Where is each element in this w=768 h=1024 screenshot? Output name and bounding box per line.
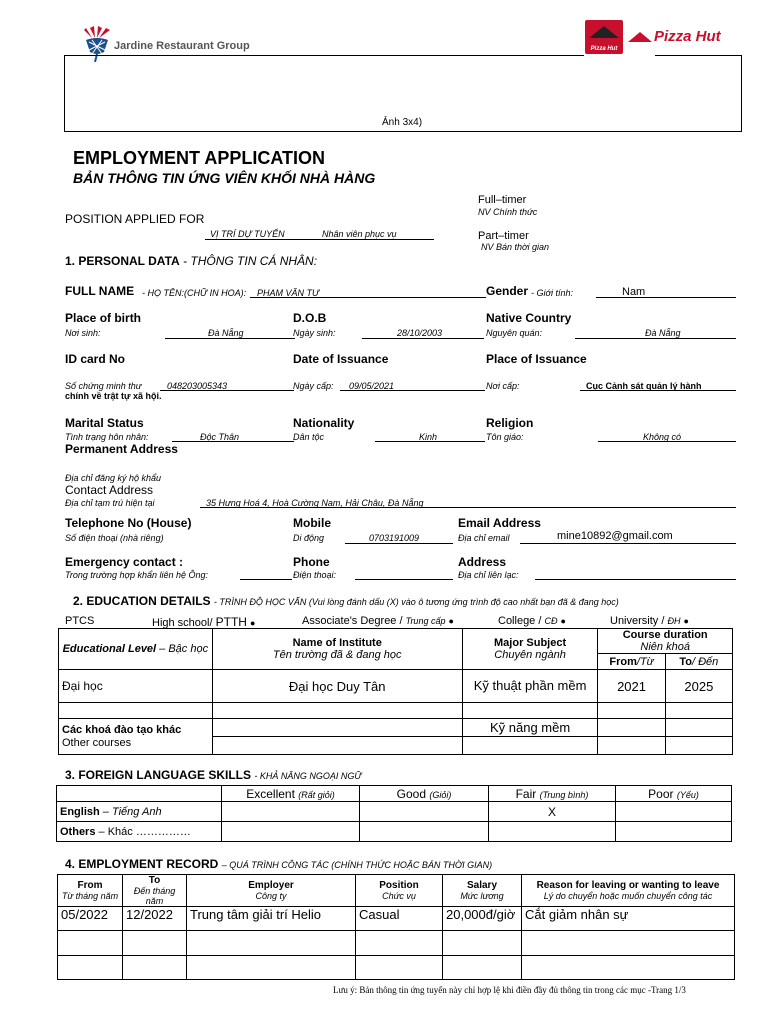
- id-label: ID card No: [65, 352, 126, 366]
- table-row: [59, 703, 733, 719]
- marital-label: Marital Status: [65, 416, 144, 430]
- gender-label: Gender: [486, 284, 529, 298]
- edu-header-from-vi: /Từ: [636, 655, 654, 668]
- religion-line: [598, 441, 736, 442]
- edu-row-major[interactable]: Kỹ thuật phần mềm: [462, 670, 598, 703]
- emp-header-to: [123, 875, 187, 907]
- poi-line: [580, 390, 736, 391]
- edu-header-duration: [598, 629, 733, 654]
- emp-row-employer[interactable]: Trung tâm giải trí Helio: [187, 907, 356, 931]
- edu-cell[interactable]: [212, 719, 462, 737]
- svg-text:Pizza Hut: Pizza Hut: [590, 46, 618, 52]
- dob-line: [362, 338, 484, 339]
- edu-header-to-vi: / Đến: [692, 655, 719, 668]
- section2-title-en: 2. EDUCATION DETAILS: [73, 594, 211, 608]
- doi-value[interactable]: 09/05/2021: [349, 381, 395, 391]
- poi-value[interactable]: Cục Cảnh sát quản lý hành: [586, 381, 702, 391]
- perm-address-vi: Địa chỉ đăng ký hộ khẩu: [65, 473, 162, 483]
- lang-header-fair-en: Fair: [515, 786, 537, 801]
- section3-title-en: 3. FOREIGN LANGUAGE SKILLS: [65, 768, 252, 782]
- lang-english-fair[interactable]: X: [489, 802, 616, 822]
- email-label: Email Address: [458, 516, 541, 530]
- dob-label-vi: Ngày sinh:: [293, 328, 336, 338]
- edu-other-label-en: Other courses: [62, 736, 132, 749]
- emp-row-position[interactable]: Casual: [356, 907, 443, 931]
- table-row: [57, 802, 732, 822]
- emp-header-reason-en: Reason for leaving or wanting to leave: [536, 880, 720, 891]
- lang-english-label-vi: – Tiếng Anh: [102, 805, 162, 818]
- emp-header-salary-vi: Mức lương: [460, 891, 504, 901]
- lang-header-blank: [57, 786, 222, 802]
- lang-header-poor-en: Poor: [648, 786, 674, 801]
- table-row: [57, 786, 732, 802]
- section1-title: [65, 254, 317, 268]
- edu-header-duration-vi: Niên khoá: [640, 641, 690, 653]
- lang-header-excellent-en: Excellent: [246, 786, 295, 801]
- email-value[interactable]: mine10892@gmail.com: [557, 530, 673, 542]
- edu-header-major: [462, 629, 598, 670]
- footer-note: Lưu ý: Bản thông tin ứng tuyển này chỉ hợp lệ khi điền đầy đủ thông tin trong các mục -Trang 1/3: [333, 985, 686, 995]
- edu-row-from[interactable]: 2021: [598, 670, 665, 703]
- section3-title: [65, 768, 362, 782]
- lang-english-poor[interactable]: [616, 802, 732, 822]
- edu-header-major-vi: Chuyên ngành: [494, 649, 566, 661]
- page-title: EMPLOYMENT APPLICATION: [73, 148, 325, 168]
- section2-title-vi: - TRÌNH ĐỘ HỌC VẤN (Vui lòng đánh dấu (X) vào ô tương ứng trình độ cao nhất bạn đã & đang học): [213, 597, 619, 607]
- nationality-value[interactable]: Kinh: [419, 432, 438, 442]
- poi-label: Place of Issuance: [486, 352, 587, 366]
- emp-row-from[interactable]: 05/2022: [58, 907, 123, 931]
- mobile-label-vi: Di động: [293, 533, 325, 543]
- edu-other-label: [59, 719, 213, 755]
- education-table: [58, 628, 733, 755]
- fulltime-vi: NV Chính thức: [478, 207, 538, 217]
- emp-header-reason-vi: Lý do chuyển hoặc muốn chuyển công tác: [543, 891, 713, 901]
- fullname-value[interactable]: PHẠM VĂN TƯ: [257, 288, 320, 298]
- edu-header-duration-en: Course duration: [622, 629, 708, 641]
- fullname-line: [250, 297, 486, 298]
- edu-other-label-vi: Các khoá đào tạo khác: [62, 723, 182, 736]
- table-row: [57, 822, 732, 842]
- photo-box-top-right: [655, 55, 741, 56]
- edu-level-highschool[interactable]: [152, 615, 255, 629]
- emergency-label-vi: Trong trường hợp khẩn liên hệ Ông:: [65, 570, 208, 580]
- poi-value-cont[interactable]: chính về trật tự xã hội.: [65, 391, 162, 401]
- photo-box-top: [64, 55, 584, 56]
- lang-header-good: [360, 786, 489, 802]
- dob-label: D.O.B: [293, 311, 327, 325]
- fullname-label-vi: - HỌ TÊN:(CHỮ IN HOA):: [142, 288, 247, 298]
- edu-level-college[interactable]: [498, 615, 566, 627]
- phone-label-vi: Điện thoại:: [293, 570, 337, 580]
- marital-label-vi: Tình trạng hôn nhân:: [65, 432, 149, 442]
- phone-label: Phone: [293, 555, 330, 569]
- lang-others-label-en: Others: [60, 825, 96, 838]
- edu-cell[interactable]: [212, 737, 462, 755]
- emp-header-employer-vi: Công ty: [255, 891, 287, 901]
- edu-header-institute-en: Name of Institute: [292, 637, 382, 649]
- bullet-icon: ●: [683, 616, 689, 626]
- emp-cell[interactable]: [187, 956, 356, 980]
- emp-cell[interactable]: [123, 931, 187, 956]
- address-label: Address: [458, 555, 507, 569]
- fulltime-label: Full–timer: [478, 194, 527, 206]
- emp-row-reason[interactable]: Cắt giảm nhân sự: [522, 907, 735, 931]
- id-label-vi: Số chứng minh thư: [65, 381, 142, 391]
- pizza-hut-roof-icon: [585, 20, 623, 54]
- pizza-hut-wordmark-text: Pizza Hut: [654, 28, 721, 45]
- tel-label-vi: Số điện thoại (nhà riêng): [65, 533, 164, 543]
- emp-header-salary: [443, 875, 522, 907]
- emp-header-reason: [522, 875, 735, 907]
- emp-header-to-en: To: [148, 874, 161, 886]
- address-label-vi: Địa chỉ liên lạc:: [458, 570, 519, 580]
- emp-header-from-en: From: [77, 879, 103, 891]
- contact-address-line: [200, 507, 736, 508]
- fullname-label: FULL NAME: [65, 284, 135, 298]
- lang-others-excellent[interactable]: [222, 822, 360, 842]
- emp-cell[interactable]: [187, 931, 356, 956]
- pizza-hut-logo-box: [585, 20, 623, 54]
- edu-header-level: [59, 629, 213, 670]
- edu-cell[interactable]: [462, 703, 598, 719]
- section2-title: [73, 594, 619, 608]
- language-table: [56, 785, 732, 842]
- emergency-label: Emergency contact :: [65, 555, 184, 569]
- edu-level-associate-en: Associate's Degree /: [302, 615, 403, 627]
- lang-english-excellent[interactable]: [222, 802, 360, 822]
- nationality-label-vi: Dân tộc: [293, 432, 325, 442]
- emp-cell[interactable]: [58, 956, 123, 980]
- section1-title-vi: - THÔNG TIN CÁ NHÂN:: [183, 254, 318, 268]
- edu-level-associate[interactable]: [302, 615, 454, 627]
- edu-cell[interactable]: [665, 737, 732, 755]
- lang-header-excellent-vi: (Rất giỏi): [298, 789, 335, 800]
- emp-header-from-vi: Từ tháng năm: [61, 890, 119, 901]
- edu-level-university[interactable]: [610, 615, 689, 627]
- edu-cell[interactable]: [665, 703, 732, 719]
- employment-table: [57, 874, 735, 980]
- edu-header-institute-vi: Tên trường đã & đang học: [272, 649, 402, 661]
- marital-value[interactable]: Độc Thân: [200, 432, 240, 442]
- contact-address-vi: Địa chỉ tạm trú hiện tại: [65, 498, 155, 508]
- table-row: [58, 931, 735, 956]
- bullet-icon: ●: [250, 618, 256, 628]
- emp-header-salary-en: Salary: [466, 880, 498, 891]
- page-subtitle: BẢN THÔNG TIN ỨNG VIÊN KHỐI NHÀ HÀNG: [73, 170, 376, 186]
- edu-level-highschool-en: High school/: [152, 617, 213, 629]
- phone-line: [355, 579, 453, 580]
- emp-cell[interactable]: [522, 956, 735, 980]
- tel-label: Telephone No (House): [65, 516, 192, 530]
- nationality-line: [375, 441, 485, 442]
- emp-cell[interactable]: [443, 931, 522, 956]
- emp-row-to[interactable]: 12/2022: [123, 907, 187, 931]
- section4-title-en: 4. EMPLOYMENT RECORD: [65, 857, 219, 871]
- section1-title-en: 1. PERSONAL DATA: [65, 254, 180, 268]
- edu-cell[interactable]: [598, 719, 665, 737]
- lang-others-poor[interactable]: [616, 822, 732, 842]
- emp-header-from: [58, 875, 123, 907]
- email-line: [520, 543, 736, 544]
- gender-line: [596, 297, 736, 298]
- lang-header-excellent: [222, 786, 360, 802]
- lang-header-poor-vi: (Yếu): [676, 789, 699, 800]
- edu-header-from: [598, 654, 665, 670]
- edu-level-university-vi: ĐH: [667, 616, 681, 626]
- native-value[interactable]: Đà Nẵng: [645, 328, 681, 338]
- pizza-hut-roof-small-icon: [628, 30, 652, 44]
- lang-english-good[interactable]: [360, 802, 489, 822]
- contact-address-value[interactable]: 35 Hưng Hoá 4, Hoà Cường Nam, Hải Châu, Đà Nẵng: [206, 498, 424, 508]
- edu-header-institute: [212, 629, 462, 670]
- edu-header-to-en: To: [679, 655, 692, 668]
- position-label: POSITION APPLIED FOR: [65, 212, 205, 226]
- gender-label-vi: - Giới tính:: [531, 288, 573, 298]
- lang-header-fair-vi: (Trung bình): [539, 789, 589, 800]
- emp-header-position-en: Position: [379, 880, 419, 891]
- position-label-vi: VỊ TRÍ DỰ TUYỂN: [210, 229, 285, 239]
- edu-row-to[interactable]: 2025: [665, 670, 732, 703]
- bullet-icon: ●: [560, 616, 566, 626]
- lang-header-good-en: Good: [396, 786, 426, 801]
- doi-label: Date of Issuance: [293, 352, 389, 366]
- section3-title-vi: - KHẢ NĂNG NGOẠI NGỮ: [254, 771, 362, 781]
- edu-cell[interactable]: [462, 737, 598, 755]
- id-line: [160, 390, 294, 391]
- emp-cell[interactable]: [443, 956, 522, 980]
- lang-others-good[interactable]: [360, 822, 489, 842]
- position-line: [205, 239, 434, 240]
- edu-cell[interactable]: [59, 703, 213, 719]
- edu-other-major[interactable]: Kỹ năng mềm: [462, 719, 598, 737]
- religion-label: Religion: [486, 416, 534, 430]
- edu-cell[interactable]: [665, 719, 732, 737]
- lang-header-good-vi: (Giỏi): [429, 789, 452, 800]
- emp-cell[interactable]: [356, 956, 443, 980]
- parttime-label: Part–timer: [478, 230, 529, 242]
- emp-cell[interactable]: [58, 931, 123, 956]
- edu-header-from-en: From: [609, 655, 637, 668]
- nationality-label: Nationality: [293, 416, 355, 430]
- pob-value[interactable]: Đà Nẵng: [208, 328, 244, 338]
- lang-others-label-vi: – Khác ……………: [98, 825, 191, 838]
- bullet-icon: ●: [448, 616, 454, 626]
- emp-header-employer: [187, 875, 356, 907]
- pob-label: Place of birth: [65, 311, 142, 325]
- perm-address-label: Permanent Address: [65, 442, 178, 456]
- edu-header-level-en: Educational Level: [62, 643, 157, 655]
- lang-others-label: [57, 822, 222, 842]
- lang-header-fair: [489, 786, 616, 802]
- dob-value[interactable]: 28/10/2003: [397, 328, 443, 338]
- lang-english-label: [57, 802, 222, 822]
- religion-label-vi: Tôn giáo:: [486, 432, 524, 442]
- edu-cell[interactable]: [212, 703, 462, 719]
- lang-english-label-en: English: [60, 805, 100, 818]
- emergency-line: [240, 579, 292, 580]
- emp-row-salary[interactable]: 20,000đ/giờ: [443, 907, 522, 931]
- edu-level-highschool-vi: PTTH: [215, 615, 247, 629]
- native-label: Native Country: [486, 311, 572, 325]
- native-label-vi: Nguyên quán:: [486, 328, 543, 338]
- section4-title: [65, 857, 492, 871]
- edu-level-associate-vi: Trung cấp: [405, 616, 446, 626]
- photo-note: Ảnh 3x4): [382, 117, 423, 128]
- edu-row-level[interactable]: Đại học: [59, 670, 213, 703]
- doi-label-vi: Ngày cấp:: [293, 381, 334, 391]
- edu-cell[interactable]: [598, 703, 665, 719]
- address-line: [535, 579, 736, 580]
- id-value[interactable]: 048203005343: [167, 381, 228, 391]
- mobile-label: Mobile: [293, 516, 331, 530]
- emp-cell[interactable]: [123, 956, 187, 980]
- edu-header-major-en: Major Subject: [494, 637, 567, 649]
- marital-line: [172, 441, 294, 442]
- pob-line: [165, 338, 295, 339]
- native-line: [575, 338, 736, 339]
- edu-row-institute[interactable]: Đại học Duy Tân: [212, 670, 462, 703]
- edu-cell[interactable]: [598, 737, 665, 755]
- table-row: [58, 907, 735, 931]
- edu-level-university-en: University /: [610, 615, 665, 627]
- mobile-line: [345, 543, 453, 544]
- pob-label-vi: Nơi sinh:: [65, 328, 101, 338]
- edu-level-college-vi: CĐ: [544, 616, 558, 626]
- table-row: [59, 719, 733, 737]
- table-row: [58, 956, 735, 980]
- lang-header-poor: [616, 786, 732, 802]
- emp-header-to-vi: Đến tháng năm: [133, 885, 176, 906]
- position-value[interactable]: Nhân viên phục vụ: [322, 229, 397, 239]
- table-row: [59, 670, 733, 703]
- emp-header-employer-en: Employer: [248, 880, 294, 891]
- contact-address-label: Contact Address: [65, 483, 154, 497]
- emp-header-position-vi: Chức vụ: [382, 891, 416, 901]
- jardine-logo-text: Jardine Restaurant Group: [114, 40, 250, 52]
- edu-header-to: [665, 654, 732, 670]
- edu-level-college-en: College /: [498, 615, 542, 627]
- emp-cell[interactable]: [356, 931, 443, 956]
- religion-value[interactable]: Không có: [643, 432, 682, 442]
- section4-title-vi: – QUÁ TRÌNH CÔNG TÁC (CHÍNH THỨC HOẶC BÁN THỜI GIAN): [221, 860, 493, 870]
- table-row: [58, 875, 735, 907]
- poi-label-vi: Nơi cấp:: [486, 381, 520, 391]
- mobile-value[interactable]: 0703191009: [369, 533, 420, 543]
- gender-value[interactable]: Nam: [622, 286, 646, 298]
- emp-cell[interactable]: [522, 931, 735, 956]
- emp-header-position: [356, 875, 443, 907]
- edu-level-ptcs[interactable]: PTCS: [65, 615, 95, 627]
- doi-line: [340, 390, 485, 391]
- parttime-vi: NV Bán thời gian: [481, 242, 549, 252]
- edu-header-level-vi: – Bậc học: [159, 643, 209, 655]
- lang-others-fair[interactable]: [489, 822, 616, 842]
- email-label-vi: Địa chỉ email: [458, 533, 510, 543]
